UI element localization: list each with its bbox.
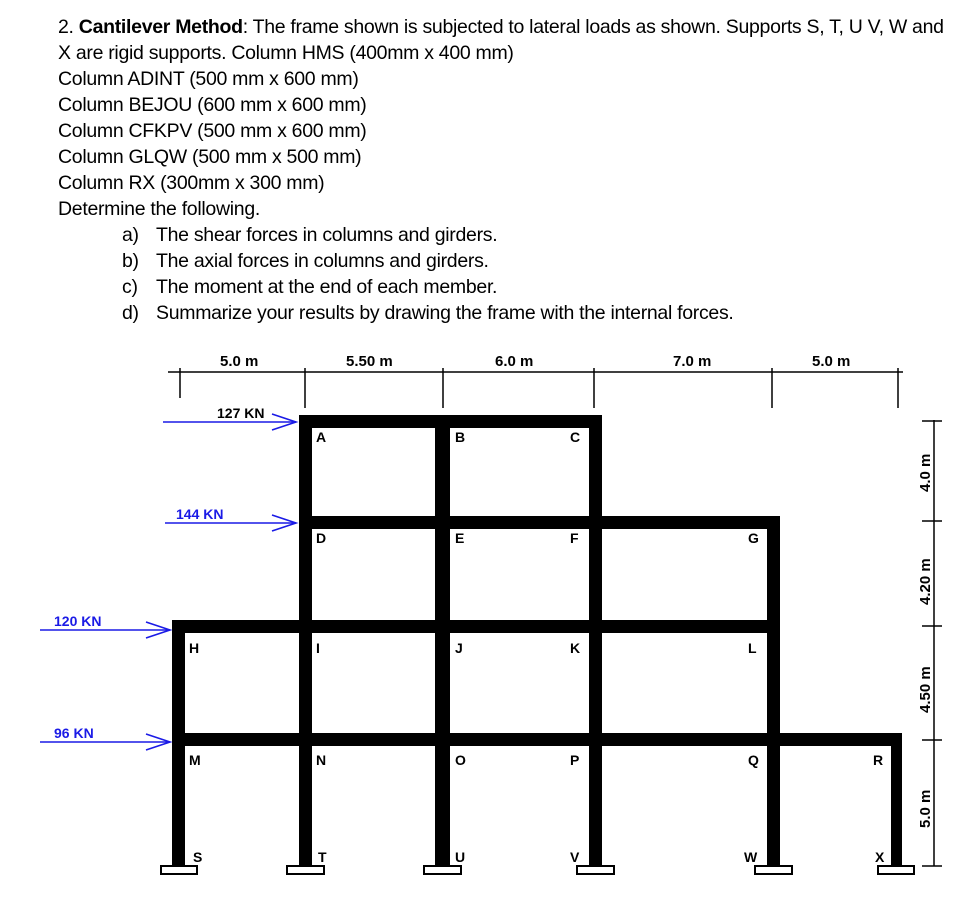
- task-text: Summarize your results by drawing the frame with the internal forces.: [156, 302, 734, 324]
- node-label-a: A: [316, 429, 327, 445]
- node-label-t: T: [318, 849, 327, 865]
- column-spec-cfkpv: Column CFKPV (500 mm x 600 mm): [58, 120, 367, 142]
- node-label-k: K: [570, 640, 581, 656]
- node-label-d: D: [316, 530, 327, 546]
- support-v-icon: [577, 866, 614, 874]
- problem-intro-rest: : The frame shown is subjected to lateral loads as shown. Supports S, T, U V, W and: [242, 16, 944, 38]
- support-s-icon: [161, 866, 197, 874]
- node-label-v: V: [570, 849, 580, 865]
- load-label-120: 120 KN: [54, 613, 102, 629]
- story-height-2: 4.20 m: [917, 558, 934, 605]
- support-x-icon: [878, 866, 914, 874]
- load-label-144: 144 KN: [176, 506, 224, 522]
- column-spec-rx: Column RX (300mm x 300 mm): [58, 172, 325, 194]
- task-text: The moment at the end of each member.: [156, 276, 498, 298]
- story-height-4: 5.0 m: [917, 789, 934, 828]
- node-label-m: M: [189, 752, 201, 768]
- node-label-j: J: [455, 640, 463, 656]
- task-label: b): [122, 250, 139, 272]
- node-label-s: S: [193, 849, 203, 865]
- column-spec-glqw: Column GLQW (500 mm x 500 mm): [58, 146, 362, 168]
- beam-hijkl: [172, 620, 780, 633]
- load-label-127: 127 KN: [217, 405, 265, 421]
- support-w-icon: [755, 866, 792, 874]
- determine-heading: Determine the following.: [58, 198, 260, 220]
- support-u-icon: [424, 866, 461, 874]
- bay-width-3: 6.0 m: [495, 353, 534, 370]
- column-spec-adint: Column ADINT (500 mm x 600 mm): [58, 68, 359, 90]
- beam-mnopqr: [172, 733, 902, 746]
- node-label-f: F: [570, 530, 579, 546]
- bay-width-1: 5.0 m: [220, 353, 259, 370]
- task-label: a): [122, 224, 139, 246]
- beam-defg: [299, 516, 780, 529]
- task-text: The shear forces in columns and girders.: [156, 224, 498, 246]
- column-hms: [172, 620, 185, 866]
- task-label: d): [122, 302, 139, 324]
- node-label-n: N: [316, 752, 327, 768]
- node-label-u: U: [455, 849, 466, 865]
- node-label-p: P: [570, 752, 580, 768]
- node-label-c: C: [570, 429, 581, 445]
- node-label-o: O: [455, 752, 466, 768]
- node-label-e: E: [455, 530, 465, 546]
- column-rx: [891, 733, 902, 866]
- node-label-x: X: [875, 849, 885, 865]
- column-spec-bejou: Column BEJOU (600 mm x 600 mm): [58, 94, 367, 116]
- problem-number: 2.: [58, 16, 74, 38]
- column-glqw: [767, 516, 780, 866]
- column-adint: [299, 415, 312, 866]
- node-label-r: R: [873, 752, 884, 768]
- node-label-i: I: [316, 640, 320, 656]
- node-label-h: H: [189, 640, 200, 656]
- beam-abc: [299, 415, 602, 428]
- bay-width-2: 5.50 m: [346, 353, 393, 370]
- support-t-icon: [287, 866, 324, 874]
- column-cfkpv: [589, 415, 602, 866]
- node-label-q: Q: [748, 752, 759, 768]
- task-text: The axial forces in columns and girders.: [156, 250, 489, 272]
- method-name: Cantilever Method: [78, 16, 243, 38]
- node-label-b: B: [455, 429, 466, 445]
- node-label-w: W: [744, 849, 758, 865]
- story-height-1: 4.0 m: [917, 453, 934, 492]
- column-bejou: [435, 415, 450, 866]
- top-dimension-line: [168, 368, 903, 408]
- bay-width-4: 7.0 m: [673, 353, 712, 370]
- bay-width-5: 5.0 m: [812, 353, 851, 370]
- load-label-96: 96 KN: [54, 725, 94, 741]
- task-label: c): [122, 276, 138, 298]
- node-label-g: G: [748, 530, 759, 546]
- node-label-l: L: [748, 640, 757, 656]
- story-height-3: 4.50 m: [917, 666, 934, 713]
- problem-line-2: X are rigid supports. Column HMS (400mm x 400 mm): [58, 42, 514, 64]
